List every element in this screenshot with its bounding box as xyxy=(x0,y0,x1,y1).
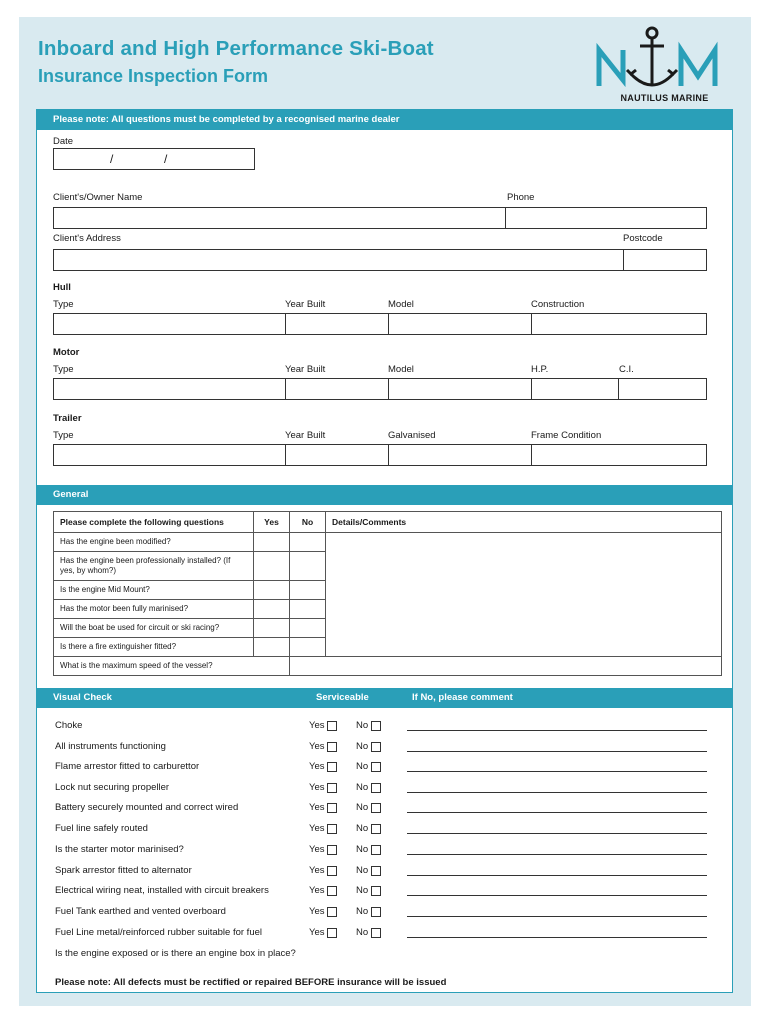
comment-line[interactable] xyxy=(407,937,707,938)
comment-line[interactable] xyxy=(407,875,707,876)
yes-label: Yes xyxy=(309,906,325,917)
motor-year-field[interactable] xyxy=(285,378,389,400)
no-cell[interactable] xyxy=(290,619,326,638)
anchor-logo-icon xyxy=(593,24,733,94)
yes-checkbox[interactable] xyxy=(327,845,337,855)
yes-checkbox[interactable] xyxy=(327,721,337,731)
motor-hp-label: H.P. xyxy=(531,364,549,375)
address-field[interactable] xyxy=(53,249,624,271)
yes-checkbox[interactable] xyxy=(327,824,337,834)
form-subtitle: Insurance Inspection Form xyxy=(38,66,269,86)
list-item xyxy=(55,720,725,740)
question-cell: Has the engine been modified? xyxy=(54,533,254,552)
engine-box-question: Is the engine exposed or is there an engine box in place? xyxy=(55,948,296,959)
hull-model-label: Model xyxy=(388,299,414,310)
trailer-frame-label: Frame Condition xyxy=(531,430,602,441)
phone-label: Phone xyxy=(507,192,535,203)
yes-checkbox[interactable] xyxy=(327,928,337,938)
question-cell: Is the engine Mid Mount? xyxy=(54,581,254,600)
comment-line[interactable] xyxy=(407,730,707,731)
motor-heading: Motor xyxy=(53,347,80,358)
general-questions-table xyxy=(53,511,722,676)
hull-construction-field[interactable] xyxy=(531,313,707,335)
check-label: Choke xyxy=(55,720,83,731)
date-label: Date xyxy=(53,136,74,147)
no-checkbox[interactable] xyxy=(371,803,381,813)
yes-checkbox[interactable] xyxy=(327,762,337,772)
question-cell: Has the motor been fully marinised? xyxy=(54,600,254,619)
general-section-bar: General xyxy=(37,485,732,505)
no-checkbox[interactable] xyxy=(371,824,381,834)
no-label: No xyxy=(356,927,369,938)
question-cell: What is the maximum speed of the vessel? xyxy=(54,657,290,676)
postcode-label: Postcode xyxy=(623,233,663,244)
no-checkbox[interactable] xyxy=(371,907,381,917)
form-sheet xyxy=(36,109,733,993)
comment-line[interactable] xyxy=(407,916,707,917)
trailer-galvanised-field[interactable] xyxy=(388,444,532,466)
yes-checkbox[interactable] xyxy=(327,803,337,813)
motor-hp-field[interactable] xyxy=(531,378,619,400)
check-label: Battery securely mounted and correct wired xyxy=(55,802,239,813)
yes-label: Yes xyxy=(309,741,325,752)
question-cell: Will the boat be used for circuit or ski racing? xyxy=(54,619,254,638)
no-cell[interactable] xyxy=(290,552,326,581)
list-item xyxy=(55,885,725,905)
trailer-galvanised-label: Galvanised xyxy=(388,430,436,441)
check-label: All instruments functioning xyxy=(55,741,166,752)
no-label: No xyxy=(356,761,369,772)
motor-ci-label: C.I. xyxy=(619,364,634,375)
hull-type-field[interactable] xyxy=(53,313,286,335)
table-row xyxy=(54,533,722,552)
yes-label: Yes xyxy=(309,823,325,834)
max-speed-answer-cell[interactable] xyxy=(290,657,722,676)
trailer-year-field[interactable] xyxy=(285,444,389,466)
list-item xyxy=(55,782,725,802)
yes-label: Yes xyxy=(309,844,325,855)
motor-model-field[interactable] xyxy=(388,378,532,400)
comment-line[interactable] xyxy=(407,792,707,793)
trailer-heading: Trailer xyxy=(53,413,82,424)
yes-checkbox[interactable] xyxy=(327,866,337,876)
yes-label: Yes xyxy=(309,885,325,896)
comment-line[interactable] xyxy=(407,854,707,855)
list-item xyxy=(55,844,725,864)
no-checkbox[interactable] xyxy=(371,721,381,731)
yes-checkbox[interactable] xyxy=(327,907,337,917)
no-label: No xyxy=(356,844,369,855)
no-checkbox[interactable] xyxy=(371,783,381,793)
owner-name-label: Client's/Owner Name xyxy=(53,192,143,203)
yes-cell[interactable] xyxy=(254,638,290,657)
yes-checkbox[interactable] xyxy=(327,886,337,896)
question-cell: Has the engine been professionally installed? (If yes, by whom?) xyxy=(54,552,254,581)
no-cell[interactable] xyxy=(290,638,326,657)
yes-label: Yes xyxy=(309,761,325,772)
logo-text: NAUTILUS MARINE xyxy=(620,93,709,103)
form-title: Inboard and High Performance Ski-Boat xyxy=(38,37,434,60)
no-label: No xyxy=(356,782,369,793)
list-item xyxy=(55,823,725,843)
yes-checkbox[interactable] xyxy=(327,783,337,793)
motor-ci-field[interactable] xyxy=(618,378,707,400)
yes-label: Yes xyxy=(309,720,325,731)
no-checkbox[interactable] xyxy=(371,742,381,752)
no-label: No xyxy=(356,741,369,752)
no-cell[interactable] xyxy=(290,533,326,552)
yes-column-header: Yes xyxy=(254,512,290,533)
details-comments-cell[interactable] xyxy=(326,533,722,657)
date-field[interactable] xyxy=(53,148,255,170)
no-label: No xyxy=(356,802,369,813)
details-column-header: Details/Comments xyxy=(326,512,722,533)
no-cell[interactable] xyxy=(290,600,326,619)
no-checkbox[interactable] xyxy=(371,866,381,876)
comment-line[interactable] xyxy=(407,895,707,896)
date-separator: / xyxy=(110,152,114,166)
owner-name-field[interactable] xyxy=(53,207,506,229)
list-item xyxy=(55,802,725,822)
list-item xyxy=(55,741,725,761)
check-label: Lock nut securing propeller xyxy=(55,782,170,793)
hull-year-label: Year Built xyxy=(285,299,326,310)
address-label: Client's Address xyxy=(53,233,121,244)
comment-line[interactable] xyxy=(407,833,707,834)
trailer-frame-field[interactable] xyxy=(531,444,707,466)
check-label: Fuel line safely routed xyxy=(55,823,148,834)
table-row xyxy=(54,657,722,676)
no-cell[interactable] xyxy=(290,581,326,600)
list-item xyxy=(55,761,725,781)
check-label: Flame arrestor fitted to carburettor xyxy=(55,761,200,772)
yes-label: Yes xyxy=(309,782,325,793)
trailer-type-label: Type xyxy=(53,430,74,441)
comment-line[interactable] xyxy=(407,812,707,813)
yes-cell[interactable] xyxy=(254,619,290,638)
no-label: No xyxy=(356,906,369,917)
date-separator: / xyxy=(164,152,168,166)
nautilus-marine-logo xyxy=(593,24,733,106)
serviceable-header: Serviceable xyxy=(316,692,369,703)
list-item xyxy=(55,927,725,947)
question-column-header: Please complete the following questions xyxy=(54,512,254,533)
no-checkbox[interactable] xyxy=(371,886,381,896)
yes-cell[interactable] xyxy=(254,581,290,600)
postcode-field[interactable] xyxy=(623,249,707,271)
yes-cell[interactable] xyxy=(254,552,290,581)
check-label: Electrical wiring neat, installed with circuit breakers xyxy=(55,885,269,896)
check-label: Spark arrestor fitted to alternator xyxy=(55,865,192,876)
hull-heading: Hull xyxy=(53,282,71,293)
yes-cell[interactable] xyxy=(254,600,290,619)
trailer-year-label: Year Built xyxy=(285,430,326,441)
table-header-row xyxy=(54,512,722,533)
dealer-notice-bar: Please note: All questions must be completed by a recognised marine dealer xyxy=(37,110,732,130)
form-page xyxy=(19,17,751,1006)
question-cell: Is there a fire extinguisher fitted? xyxy=(54,638,254,657)
no-checkbox[interactable] xyxy=(371,928,381,938)
no-label: No xyxy=(356,823,369,834)
list-item xyxy=(55,906,725,926)
hull-type-label: Type xyxy=(53,299,74,310)
motor-year-label: Year Built xyxy=(285,364,326,375)
yes-checkbox[interactable] xyxy=(327,742,337,752)
no-column-header: No xyxy=(290,512,326,533)
comment-line[interactable] xyxy=(407,771,707,772)
yes-label: Yes xyxy=(309,927,325,938)
check-label: Fuel Tank earthed and vented overboard xyxy=(55,906,226,917)
comment-line[interactable] xyxy=(407,751,707,752)
footer-note: Please note: All defects must be rectified or repaired BEFORE insurance will be issued xyxy=(55,977,447,988)
motor-type-label: Type xyxy=(53,364,74,375)
hull-year-field[interactable] xyxy=(285,313,389,335)
list-item xyxy=(55,948,725,968)
phone-field[interactable] xyxy=(505,207,707,229)
no-label: No xyxy=(356,865,369,876)
comment-header: If No, please comment xyxy=(412,692,513,703)
no-checkbox[interactable] xyxy=(371,762,381,772)
check-label: Is the starter motor marinised? xyxy=(55,844,184,855)
trailer-type-field[interactable] xyxy=(53,444,286,466)
hull-construction-label: Construction xyxy=(531,299,585,310)
motor-type-field[interactable] xyxy=(53,378,286,400)
motor-model-label: Model xyxy=(388,364,414,375)
list-item xyxy=(55,865,725,885)
yes-label: Yes xyxy=(309,865,325,876)
yes-label: Yes xyxy=(309,802,325,813)
yes-cell[interactable] xyxy=(254,533,290,552)
visual-check-bar xyxy=(37,688,732,708)
hull-model-field[interactable] xyxy=(388,313,532,335)
no-label: No xyxy=(356,885,369,896)
visual-check-heading: Visual Check xyxy=(53,692,112,703)
no-label: No xyxy=(356,720,369,731)
check-label: Fuel Line metal/reinforced rubber suitable for fuel xyxy=(55,927,263,938)
no-checkbox[interactable] xyxy=(371,845,381,855)
